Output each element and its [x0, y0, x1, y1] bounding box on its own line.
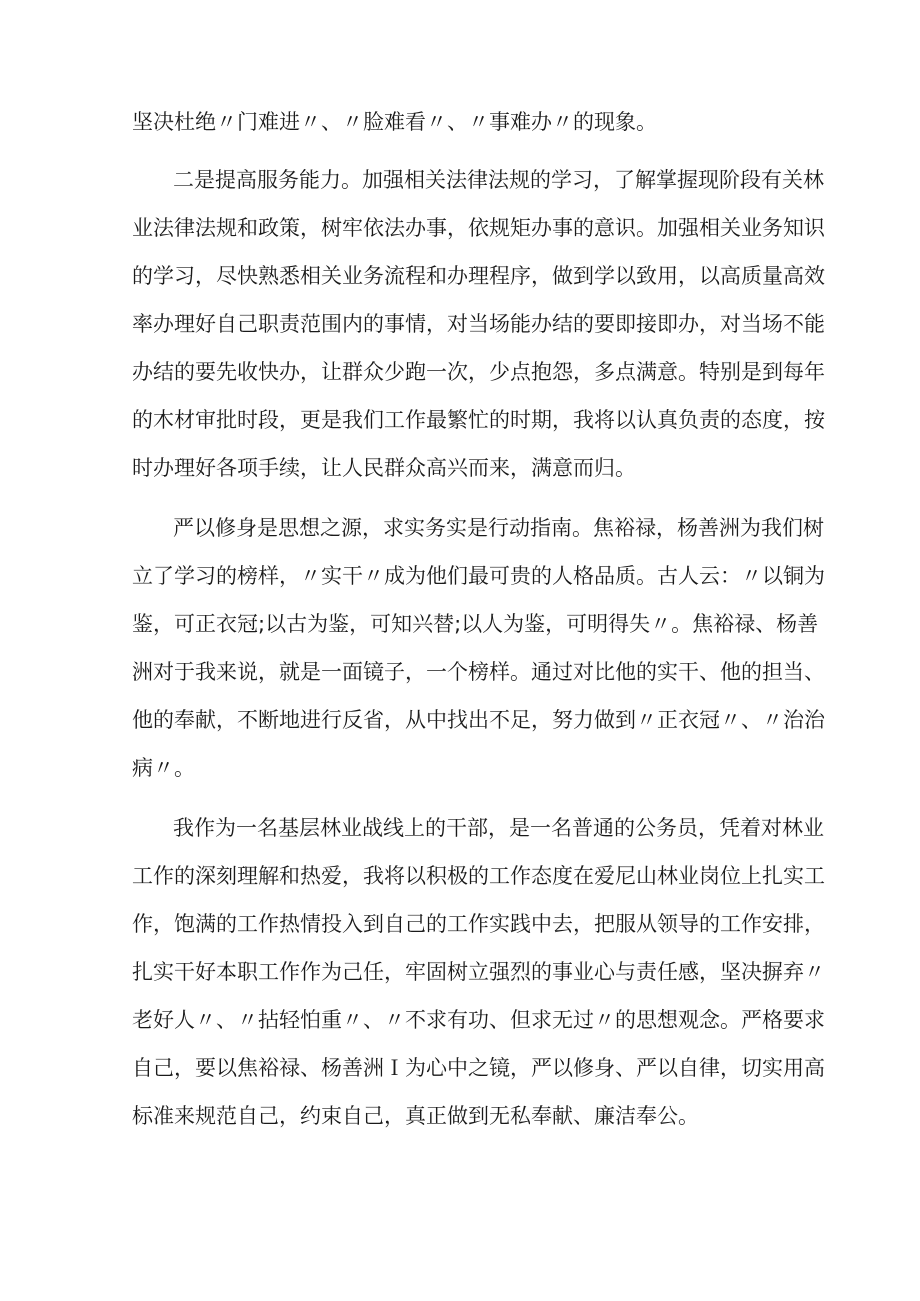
paragraph-line: 鉴，可正衣冠;以古为鉴，可知兴替;以人为鉴，可明得失〃。焦裕禄、杨善	[132, 612, 819, 636]
paragraph-line: 立了学习的榜样，〃实干〃成为他们最可贵的人格品质。古人云：〃以铜为	[132, 564, 825, 588]
paragraph-line: 时办理好各项手续，让人民群众高兴而来，满意而归。	[132, 456, 636, 480]
paragraph-line: 业法律法规和政策，树牢依法办事，依规矩办事的意识。加强相关业务知识	[132, 216, 825, 240]
paragraph-line: 自己，要以焦裕禄、杨善洲Ｉ为心中之镜，严以修身、严以自律，切实用高	[132, 1056, 825, 1080]
paragraph-line: 他的奉献，不断地进行反省，从中找出不足，努力做到〃正衣冠〃、〃治治	[132, 708, 825, 732]
paragraph-line: 病〃。	[132, 756, 195, 780]
paragraph-line: 洲对于我来说，就是一面镜子，一个榜样。通过对比他的实干、他的担当、	[132, 660, 825, 684]
paragraph-line: 率办理好自己职责范围内的事情，对当场能办结的要即接即办，对当场不能	[132, 312, 825, 336]
paragraph-line: 的木材审批时段，更是我们工作最繁忙的时期，我将以认真负责的态度，按	[132, 408, 825, 432]
paragraph-line: 老好人〃、〃拈轻怕重〃、〃不求有功、但求无过〃的思想观念。严格要求	[132, 1008, 825, 1032]
paragraph-line: 作，饱满的工作热情投入到自己的工作实践中去，把服从领导的工作安排，	[132, 912, 825, 936]
paragraph-line: 标准来规范自己，约束自己，真正做到无私奉献、廉洁奉公。	[132, 1104, 699, 1128]
paragraph-line: 办结的要先收快办，让群众少跑一次，少点抱怨，多点满意。特别是到每年	[132, 360, 825, 384]
paragraph-line: 扎实干好本职工作作为己任，牢固树立强烈的事业心与责任感，坚决摒弃〃	[132, 960, 825, 984]
paragraph-line: 二是提高服务能力。加强相关法律法规的学习，了解掌握现阶段有关林	[173, 168, 824, 192]
paragraph-line: 坚决杜绝〃门难进〃、〃脸难看〃、〃事难办〃的现象。	[132, 110, 657, 134]
paragraph-line: 严以修身是思想之源，求实务实是行动指南。焦裕禄，杨善洲为我们树	[173, 516, 824, 540]
paragraph-line: 我作为一名基层林业战线上的干部，是一名普通的公务员，凭着对林业	[173, 816, 824, 840]
paragraph-line: 工作的深刻理解和热爱，我将以积极的工作态度在爱尼山林业岗位上扎实工	[132, 864, 825, 888]
paragraph-line: 的学习，尽快熟悉相关业务流程和办理程序，做到学以致用，以高质量高效	[132, 264, 825, 288]
